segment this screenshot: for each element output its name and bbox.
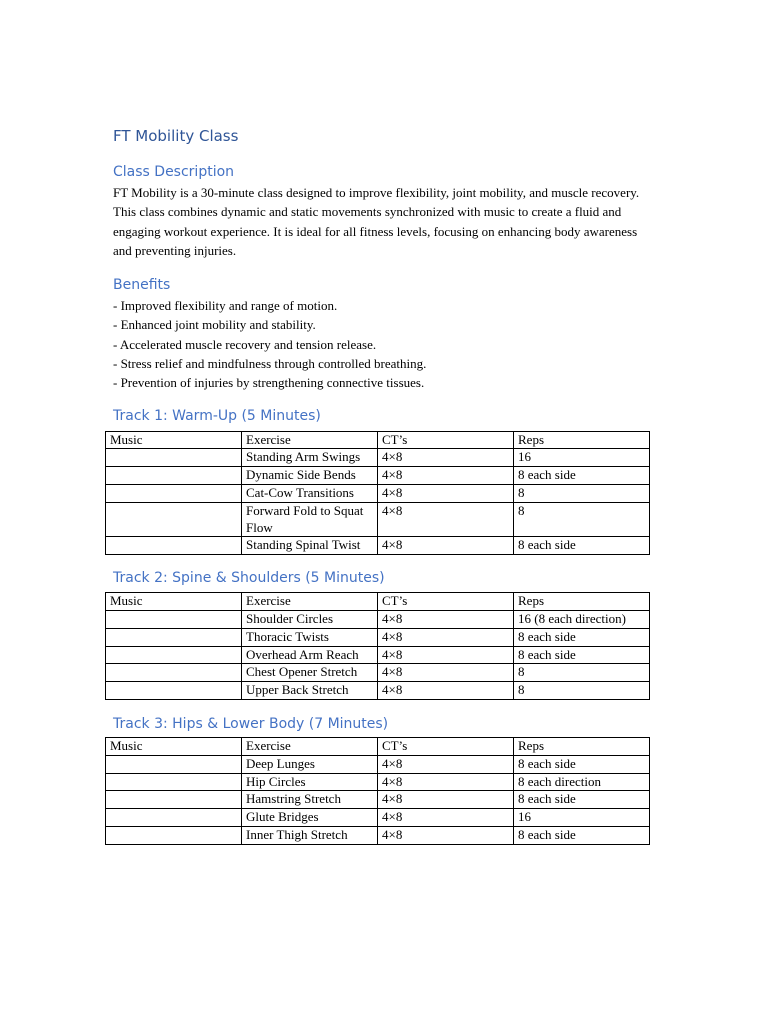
table-cell-reps: 8 each side [514, 467, 650, 485]
page-title: FT Mobility Class [113, 127, 239, 145]
table-cell-exercise: Dynamic Side Bends [242, 467, 378, 485]
table-row [106, 827, 650, 845]
table-cell-exercise: Shoulder Circles [242, 611, 378, 629]
list-item: - Enhanced joint mobility and stability. [113, 317, 316, 333]
table-cell-music [106, 467, 242, 485]
table-cell-reps: 8 each side [514, 646, 650, 664]
column-header: Exercise [242, 593, 378, 611]
column-header: Reps [514, 431, 650, 449]
table-cell-cts: 4×8 [378, 809, 514, 827]
track-3-table [105, 737, 650, 845]
table-cell-cts: 4×8 [378, 537, 514, 555]
table-cell-cts: 4×8 [378, 664, 514, 682]
column-header: Exercise [242, 738, 378, 756]
table-cell-exercise: Deep Lunges [242, 755, 378, 773]
column-header: Music [106, 738, 242, 756]
table-row [106, 628, 650, 646]
document-content [110, 124, 649, 845]
table-cell-cts: 4×8 [378, 791, 514, 809]
list-item: - Accelerated muscle recovery and tension release. [113, 336, 377, 352]
column-header: Reps [514, 593, 650, 611]
table-cell-music [106, 485, 242, 503]
table-cell-reps: 8 each side [514, 827, 650, 845]
track-1-table [105, 431, 650, 556]
table-cell-exercise: Standing Arm Swings [242, 449, 378, 467]
table-cell-exercise: Inner Thigh Stretch [242, 827, 378, 845]
table-cell-exercise: Hamstring Stretch [242, 791, 378, 809]
table-row [106, 467, 650, 485]
table-cell-exercise: Upper Back Stretch [242, 682, 378, 700]
track-2-table [105, 592, 650, 700]
table-cell-cts: 4×8 [378, 827, 514, 845]
table-header-row [106, 431, 650, 449]
table-cell-cts: 4×8 [378, 611, 514, 629]
table-cell-exercise: Cat-Cow Transitions [242, 485, 378, 503]
track-2-heading: Track 2: Spine & Shoulders (5 Minutes) [113, 570, 385, 587]
column-header: CT’s [378, 593, 514, 611]
table-cell-cts: 4×8 [378, 467, 514, 485]
table-cell-music [106, 664, 242, 682]
table-row [106, 611, 650, 629]
list-item: - Stress relief and mindfulness through controlled breathing. [113, 356, 427, 372]
table-cell-reps: 8 [514, 485, 650, 503]
table-row [106, 755, 650, 773]
table-row [106, 537, 650, 555]
table-row [106, 664, 650, 682]
table-cell-cts: 4×8 [378, 502, 514, 537]
table-cell-exercise: Standing Spinal Twist [242, 537, 378, 555]
table-cell-reps: 16 [514, 449, 650, 467]
table-cell-music [106, 773, 242, 791]
table-cell-cts: 4×8 [378, 755, 514, 773]
table-cell-cts: 4×8 [378, 646, 514, 664]
table-row [106, 791, 650, 809]
table-row [106, 809, 650, 827]
table-cell-exercise: Overhead Arm Reach [242, 646, 378, 664]
table-cell-cts: 4×8 [378, 773, 514, 791]
list-item: - Improved flexibility and range of motion. [113, 298, 338, 314]
table-cell-reps: 8 each direction [514, 773, 650, 791]
table-cell-exercise: Glute Bridges [242, 809, 378, 827]
table-row [106, 682, 650, 700]
table-cell-reps: 8 [514, 682, 650, 700]
list-item: - Prevention of injuries by strengthening connective tissues. [113, 375, 425, 391]
table-cell-music [106, 646, 242, 664]
table-cell-reps: 8 [514, 664, 650, 682]
table-cell-music [106, 611, 242, 629]
table-cell-exercise: Thoracic Twists [242, 628, 378, 646]
table-cell-music [106, 537, 242, 555]
column-header: Music [106, 431, 242, 449]
column-header: Exercise [242, 431, 378, 449]
table-cell-music [106, 755, 242, 773]
table-cell-reps: 16 [514, 809, 650, 827]
table-cell-music [106, 809, 242, 827]
table-row [106, 485, 650, 503]
track-1-heading: Track 1: Warm-Up (5 Minutes) [113, 407, 321, 424]
table-cell-music [106, 682, 242, 700]
table-cell-reps: 8 each side [514, 791, 650, 809]
table-header-row [106, 738, 650, 756]
description-text: FT Mobility is a 30-minute class designed to improve flexibility, joint mobility, and muscle recovery. This class combines dynamic and static movements synchronized with music to create a fluid and engaging workout experience. It is ideal for all fitness levels, focusing on enhancing body awareness and preventing injuries. [113, 185, 640, 258]
benefits-list [113, 296, 649, 392]
table-cell-music [106, 502, 242, 537]
table-row [106, 773, 650, 791]
table-cell-music [106, 827, 242, 845]
column-header: CT’s [378, 738, 514, 756]
column-header: CT’s [378, 431, 514, 449]
table-cell-reps: 8 each side [514, 628, 650, 646]
table-header-row [106, 593, 650, 611]
table-cell-music [106, 628, 242, 646]
table-cell-cts: 4×8 [378, 485, 514, 503]
table-cell-exercise: Chest Opener Stretch [242, 664, 378, 682]
column-header: Reps [514, 738, 650, 756]
table-row [106, 646, 650, 664]
table-row [106, 502, 650, 537]
table-cell-cts: 4×8 [378, 682, 514, 700]
table-cell-exercise: Hip Circles [242, 773, 378, 791]
benefits-heading: Benefits [113, 277, 171, 294]
table-cell-exercise: Forward Fold to Squat Flow [242, 502, 378, 537]
column-header: Music [106, 593, 242, 611]
table-cell-reps: 8 each side [514, 537, 650, 555]
table-cell-music [106, 449, 242, 467]
table-row [106, 449, 650, 467]
table-cell-cts: 4×8 [378, 449, 514, 467]
table-cell-reps: 8 each side [514, 755, 650, 773]
track-3-heading: Track 3: Hips & Lower Body (7 Minutes) [113, 716, 389, 733]
table-cell-reps: 8 [514, 502, 650, 537]
description-heading: Class Description [113, 164, 235, 180]
table-cell-reps: 16 (8 each direction) [514, 611, 650, 629]
table-cell-music [106, 791, 242, 809]
table-cell-cts: 4×8 [378, 628, 514, 646]
